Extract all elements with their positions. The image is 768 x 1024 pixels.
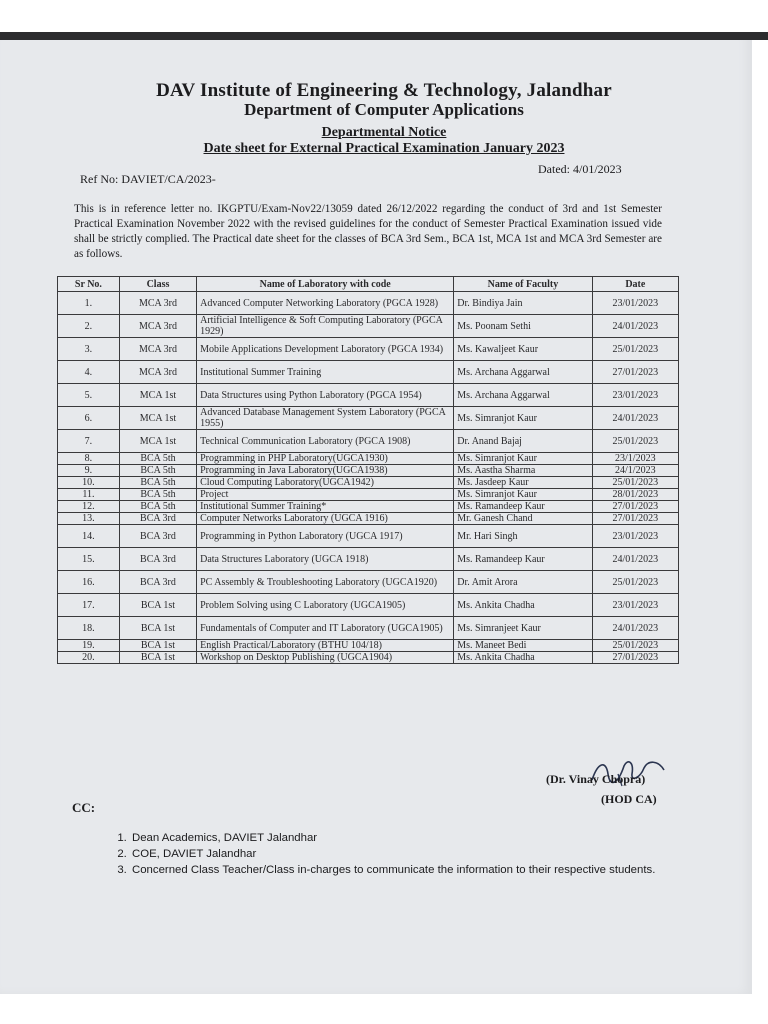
cell-date: 28/01/2023 [592,489,678,501]
cell-faculty: Mr. Ganesh Chand [454,513,592,525]
cell-sr-no: 6. [58,407,120,430]
table-row [58,594,679,617]
department-name: Department of Computer Applications [244,100,524,119]
cell-class: BCA 5th [119,501,196,513]
cell-sr-no: 3. [58,338,120,361]
cell-laboratory: Fundamentals of Computer and IT Laboratory (UGCA1905) [197,617,454,640]
cell-laboratory: Advanced Computer Networking Laboratory (PGCA 1928) [197,292,454,315]
cell-class: MCA 3rd [119,292,196,315]
cell-sr-no: 7. [58,430,120,453]
table-row [58,525,679,548]
cell-laboratory: Problem Solving using C Laboratory (UGCA1905) [197,594,454,617]
cell-laboratory: Technical Communication Laboratory (PGCA 1908) [197,430,454,453]
cell-class: BCA 1st [119,652,196,664]
cell-faculty: Ms. Ramandeep Kaur [454,501,592,513]
cell-faculty: Ms. Simranjot Kaur [454,407,592,430]
table-row [58,501,679,513]
cell-faculty: Dr. Amit Arora [454,571,592,594]
cell-faculty: Dr. Anand Bajaj [454,430,592,453]
cell-date: 25/01/2023 [592,571,678,594]
cell-faculty: Ms. Archana Aggarwal [454,361,592,384]
cell-faculty: Ms. Poonam Sethi [454,315,592,338]
cell-date: 27/01/2023 [592,361,678,384]
cell-faculty: Ms. Archana Aggarwal [454,384,592,407]
cc-item: 2. COE, DAVIET Jalandhar [130,846,700,862]
cell-laboratory: Institutional Summer Training* [197,501,454,513]
cell-class: BCA 5th [119,489,196,501]
date-sheet-table [57,276,679,664]
table-row [58,453,679,465]
cell-faculty: Ms. Ankita Chadha [454,652,592,664]
table-row [58,513,679,525]
cc-item: 3. Concerned Class Teacher/Class in-charges to communicate the information to their respective students. [130,862,700,878]
table-row [58,477,679,489]
table-row [58,489,679,501]
cell-laboratory: Programming in PHP Laboratory(UGCA1930) [197,453,454,465]
cell-date: 24/01/2023 [592,407,678,430]
cell-date: 24/1/2023 [592,465,678,477]
cell-class: BCA 1st [119,594,196,617]
cc-label: CC: [72,800,96,815]
bottom-margin [0,994,768,1024]
cell-class: BCA 1st [119,640,196,652]
cell-laboratory: Project [197,489,454,501]
cell-sr-no: 13. [58,513,120,525]
table-row [58,361,679,384]
cell-date: 23/01/2023 [592,384,678,407]
table-row [58,338,679,361]
cell-sr-no: 10. [58,477,120,489]
cell-laboratory: PC Assembly & Troubleshooting Laboratory (UGCA1920) [197,571,454,594]
notice-date: Dated: 4/01/2023 [538,162,622,176]
cell-faculty: Ms. Ankita Chadha [454,594,592,617]
cell-sr-no: 5. [58,384,120,407]
top-margin [0,0,768,32]
cell-class: BCA 3rd [119,571,196,594]
table-row [58,465,679,477]
cell-sr-no: 1. [58,292,120,315]
cell-laboratory: Advanced Database Management System Laboratory (PGCA 1955) [197,407,454,430]
cell-class: BCA 1st [119,617,196,640]
cell-class: BCA 5th [119,453,196,465]
cell-laboratory: Programming in Python Laboratory (UGCA 1917) [197,525,454,548]
notice-paragraph: This is in reference letter no. IKGPTU/Exam-Nov22/13059 dated 26/12/2022 regarding the conduct of 3rd and 1st Semester Practical Examination November 2022 with the revised guidelines for the conduct of Semester Practical Examination issued vide shall be strictly complied. The Practical date sheet for the classes of BCA 3rd Sem., BCA 1st, MCA 1st and MCA 3rd Semester are as follows. [74,203,662,260]
table-row [58,617,679,640]
cell-class: MCA 3rd [119,361,196,384]
table-row [58,292,679,315]
notice-subject: Date sheet for External Practical Examination January 2023 [203,141,565,156]
cell-date: 23/01/2023 [592,292,678,315]
cell-date: 25/01/2023 [592,338,678,361]
cell-sr-no: 17. [58,594,120,617]
cell-date: 27/01/2023 [592,513,678,525]
header-sr-no: Sr No. [58,277,120,292]
header-laboratory: Name of Laboratory with code [197,277,454,292]
cell-faculty: Dr. Bindiya Jain [454,292,592,315]
cell-sr-no: 4. [58,361,120,384]
cell-faculty: Mr. Hari Singh [454,525,592,548]
cell-date: 24/01/2023 [592,548,678,571]
reference-number: Ref No: DAVIET/CA/2023- [80,172,216,186]
cell-sr-no: 18. [58,617,120,640]
header-faculty: Name of Faculty [454,277,592,292]
table-row [58,548,679,571]
table-row [58,430,679,453]
table-row [58,315,679,338]
cell-faculty: Ms. Aastha Sharma [454,465,592,477]
cell-class: MCA 3rd [119,338,196,361]
cell-sr-no: 8. [58,453,120,465]
cell-date: 24/01/2023 [592,315,678,338]
cell-class: MCA 3rd [119,315,196,338]
table-row [58,407,679,430]
header-date: Date [592,277,678,292]
table-row [58,384,679,407]
cell-faculty: Ms. Maneet Bedi [454,640,592,652]
cell-faculty: Ms. Jasdeep Kaur [454,477,592,489]
cell-date: 27/01/2023 [592,501,678,513]
cell-class: MCA 1st [119,384,196,407]
cell-sr-no: 12. [58,501,120,513]
cell-laboratory: Data Structures Laboratory (UGCA 1918) [197,548,454,571]
cell-class: MCA 1st [119,407,196,430]
cell-date: 23/01/2023 [592,594,678,617]
table-row [58,640,679,652]
cc-list [108,830,700,878]
cell-laboratory: Mobile Applications Development Laboratory (PGCA 1934) [197,338,454,361]
cell-sr-no: 20. [58,652,120,664]
cell-laboratory: Artificial Intelligence & Soft Computing Laboratory (PGCA 1929) [197,315,454,338]
cell-faculty: Ms. Simranjot Kaur [454,453,592,465]
cell-sr-no: 16. [58,571,120,594]
table-row [58,652,679,664]
cell-date: 27/01/2023 [592,652,678,664]
cell-class: BCA 5th [119,465,196,477]
cell-sr-no: 11. [58,489,120,501]
cell-sr-no: 14. [58,525,120,548]
cell-date: 25/01/2023 [592,430,678,453]
cc-item: 1. Dean Academics, DAVIET Jalandhar [130,830,700,846]
table-row [58,571,679,594]
cell-faculty: Ms. Ramandeep Kaur [454,548,592,571]
cell-class: BCA 3rd [119,513,196,525]
cell-class: BCA 3rd [119,525,196,548]
page-top-edge [0,32,768,40]
notice-heading: Departmental Notice [321,125,447,140]
cell-date: 23/01/2023 [592,525,678,548]
cell-faculty: Ms. Simranjeet Kaur [454,617,592,640]
signatory-designation: (HOD CA) [601,792,657,806]
cell-class: BCA 5th [119,477,196,489]
cell-date: 24/01/2023 [592,617,678,640]
cell-laboratory: Programming in Java Laboratory(UGCA1938) [197,465,454,477]
cell-laboratory: Cloud Computing Laboratory(UGCA1942) [197,477,454,489]
header-class: Class [119,277,196,292]
table-header-row [58,277,679,292]
cell-laboratory: Institutional Summer Training [197,361,454,384]
cell-laboratory: English Practical/Laboratory (BTHU 104/18) [197,640,454,652]
cell-faculty: Ms. Kawaljeet Kaur [454,338,592,361]
cell-laboratory: Workshop on Desktop Publishing (UGCA1904) [197,652,454,664]
cell-date: 25/01/2023 [592,477,678,489]
cell-class: BCA 3rd [119,548,196,571]
cell-laboratory: Computer Networks Laboratory (UGCA 1916) [197,513,454,525]
cell-date: 25/01/2023 [592,640,678,652]
cell-sr-no: 2. [58,315,120,338]
cell-laboratory: Data Structures using Python Laboratory (PGCA 1954) [197,384,454,407]
cell-sr-no: 15. [58,548,120,571]
cell-sr-no: 19. [58,640,120,652]
cell-faculty: Ms. Simranjot Kaur [454,489,592,501]
cell-date: 23/1/2023 [592,453,678,465]
institute-name: DAV Institute of Engineering & Technology, Jalandhar [156,80,612,101]
cell-sr-no: 9. [58,465,120,477]
cell-class: MCA 1st [119,430,196,453]
signatory-name: (Dr. Vinay Chopra) [546,772,646,786]
